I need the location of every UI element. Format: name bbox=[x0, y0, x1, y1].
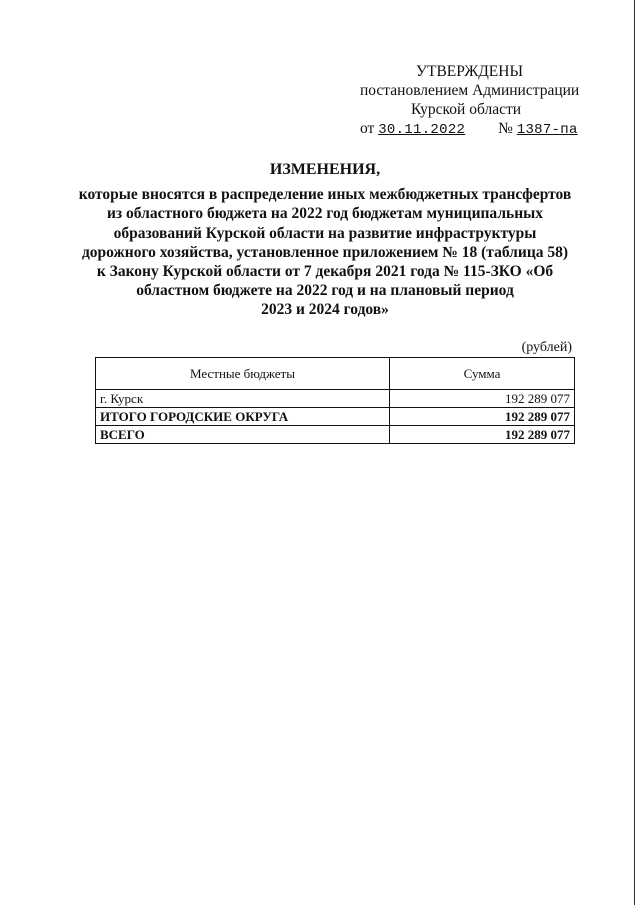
document-title bbox=[60, 160, 590, 320]
header-amount: Сумма bbox=[390, 358, 575, 390]
title-line: из областного бюджета на 2022 год бюджетам муниципальных bbox=[106, 205, 543, 223]
title-line: 2023 и 2024 годов» bbox=[261, 301, 389, 319]
row-name: ВСЕГО bbox=[96, 426, 390, 444]
table-row-subtotal bbox=[96, 408, 575, 426]
row-name: ИТОГО ГОРОДСКИЕ ОКРУГА bbox=[96, 408, 390, 426]
title-line: к Закону Курской области от 7 декабря 2021 года № 115-ЗКО «Об bbox=[96, 263, 554, 281]
table-header-row bbox=[96, 358, 575, 390]
approval-heading: УТВЕРЖДЕНЫ bbox=[416, 63, 523, 80]
scan-edge-line bbox=[634, 0, 635, 905]
approval-resolution: постановлением Администрации bbox=[360, 82, 580, 99]
number-label: № bbox=[498, 120, 513, 137]
title-line: образований Курской области на развитие инфраструктуры bbox=[113, 224, 537, 242]
from-label: от bbox=[360, 120, 375, 137]
units-label: (рублей) bbox=[521, 340, 572, 355]
approval-date: 30.11.2022 bbox=[378, 122, 466, 138]
title-line: областном бюджете на 2022 год и на плановый период bbox=[136, 282, 514, 300]
budget-table bbox=[95, 357, 575, 444]
row-amount: 192 289 077 bbox=[390, 408, 575, 426]
approval-block bbox=[360, 62, 600, 140]
row-amount: 192 289 077 bbox=[390, 390, 575, 408]
row-name: г. Курск bbox=[96, 390, 390, 408]
title-line: дорожного хозяйства, установленное приложением № 18 (таблица 58) bbox=[81, 243, 569, 261]
header-local-budgets: Местные бюджеты bbox=[96, 358, 390, 390]
approval-number: 1387-па bbox=[516, 122, 578, 138]
table-row-total bbox=[96, 426, 575, 444]
table-row bbox=[96, 390, 575, 408]
approval-date-number bbox=[360, 119, 600, 140]
title-line: которые вносятся в распределение иных межбюджетных трансфертов bbox=[78, 186, 572, 204]
title-heading: ИЗМЕНЕНИЯ, bbox=[269, 161, 381, 178]
row-amount: 192 289 077 bbox=[390, 426, 575, 444]
approval-region: Курской области bbox=[411, 101, 522, 118]
